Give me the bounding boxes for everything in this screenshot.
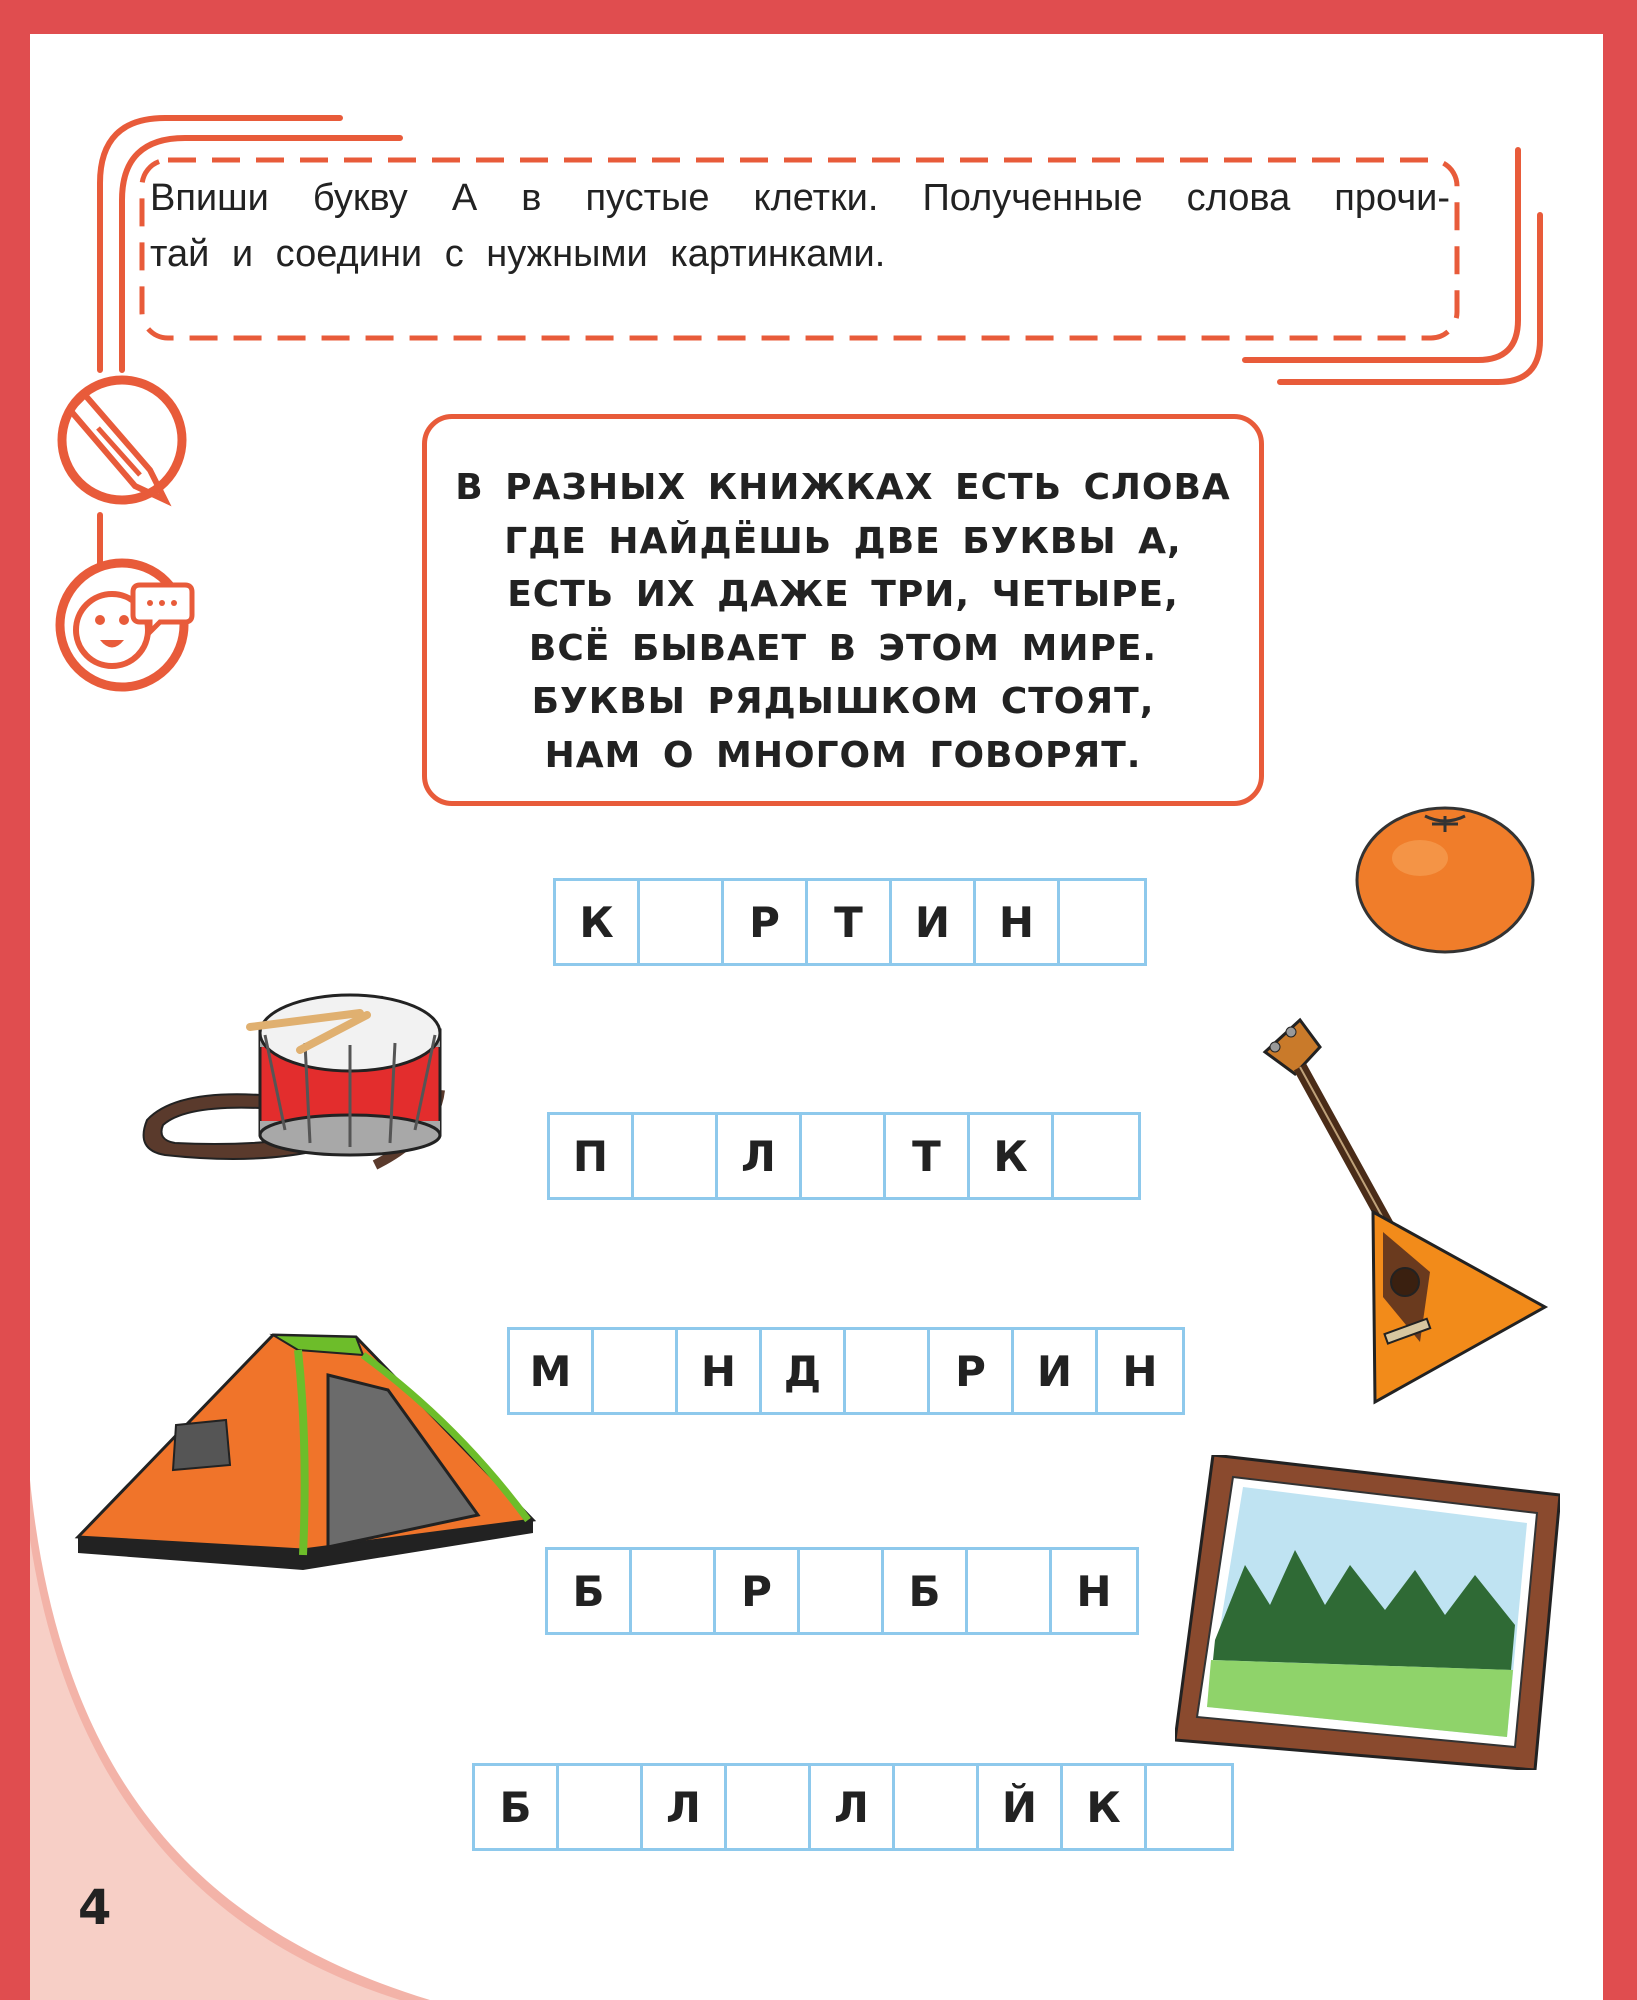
word-grid-2: [547, 1112, 1141, 1200]
empty-letter-cell[interactable]: [634, 1115, 718, 1197]
drum-picture[interactable]: [135, 975, 455, 1190]
letter-cell: Л: [811, 1766, 895, 1848]
letter-cell: Т: [808, 881, 892, 963]
empty-letter-cell[interactable]: [727, 1766, 811, 1848]
empty-letter-cell[interactable]: [968, 1550, 1052, 1632]
instruction-line-1: Впиши букву А в пустые клетки. Полученные слова прочи-: [150, 177, 1450, 219]
letter-cell: К: [970, 1115, 1054, 1197]
tangerine-picture[interactable]: [1350, 798, 1540, 958]
letter-cell: Б: [884, 1550, 968, 1632]
letter-cell: Н: [1122, 1346, 1158, 1396]
letter-cell: Н: [1076, 1566, 1112, 1616]
poem-line: В РАЗНЫХ КНИЖКАХ ЕСТЬ СЛОВА: [455, 467, 1231, 508]
chat-face-icon: [60, 563, 192, 687]
painting-picture[interactable]: [1175, 1455, 1560, 1770]
word-grid-5: [472, 1763, 1234, 1851]
word-grid-1: [553, 878, 1147, 966]
pencil-icon: [62, 380, 182, 500]
letter-cell: Т: [886, 1115, 970, 1197]
letter-cell: Н: [976, 881, 1060, 963]
empty-letter-cell[interactable]: [559, 1766, 643, 1848]
letter-cell: П: [550, 1115, 634, 1197]
letter-cell: Р: [724, 881, 808, 963]
page-number: 4: [78, 1880, 112, 1936]
empty-letter-cell[interactable]: [846, 1330, 930, 1412]
poem-box: [422, 414, 1264, 806]
empty-letter-cell[interactable]: [1060, 881, 1144, 963]
letter-cell: К: [1063, 1766, 1147, 1848]
instruction-text: [150, 170, 1450, 330]
empty-letter-cell[interactable]: [895, 1766, 979, 1848]
letter-cell: М: [510, 1330, 594, 1412]
tent-picture[interactable]: [58, 1315, 548, 1595]
empty-letter-cell[interactable]: [1054, 1115, 1138, 1197]
letter-cell: И: [1014, 1330, 1098, 1412]
balalaika-picture[interactable]: [1255, 1012, 1555, 1412]
letter-cell: Н: [678, 1330, 762, 1412]
empty-letter-cell[interactable]: [632, 1550, 716, 1632]
word-grid-3: [507, 1327, 1185, 1415]
poem-line: БУКВЫ РЯДЫШКОМ СТОЯТ,: [531, 681, 1155, 722]
poem-line: НАМ О МНОГОМ ГОВОРЯТ.: [544, 734, 1142, 776]
poem-line: ЕСТЬ ИХ ДАЖЕ ТРИ, ЧЕТЫРЕ,: [507, 574, 1179, 615]
poem-line: ГДЕ НАЙДЁШЬ ДВЕ БУКВЫ А,: [504, 520, 1182, 562]
empty-letter-cell[interactable]: [594, 1330, 678, 1412]
letter-cell: Д: [762, 1330, 846, 1412]
empty-letter-cell[interactable]: [802, 1115, 886, 1197]
letter-cell: Л: [718, 1115, 802, 1197]
letter-cell: И: [892, 881, 976, 963]
letter-cell: Р: [716, 1550, 800, 1632]
letter-cell: Б: [475, 1766, 559, 1848]
word-grid-4: [545, 1547, 1139, 1635]
letter-cell: Б: [548, 1550, 632, 1632]
letter-cell: Л: [643, 1766, 727, 1848]
instruction-line-2: тай и соедини с нужными картинками.: [150, 233, 886, 275]
letter-cell: Й: [979, 1766, 1063, 1848]
empty-letter-cell[interactable]: [800, 1550, 884, 1632]
letter-cell: Р: [930, 1330, 1014, 1412]
empty-letter-cell[interactable]: [640, 881, 724, 963]
letter-cell: К: [556, 881, 640, 963]
empty-letter-cell[interactable]: [1147, 1766, 1231, 1848]
poem-line: ВСЁ БЫВАЕТ В ЭТОМ МИРЕ.: [528, 627, 1158, 669]
